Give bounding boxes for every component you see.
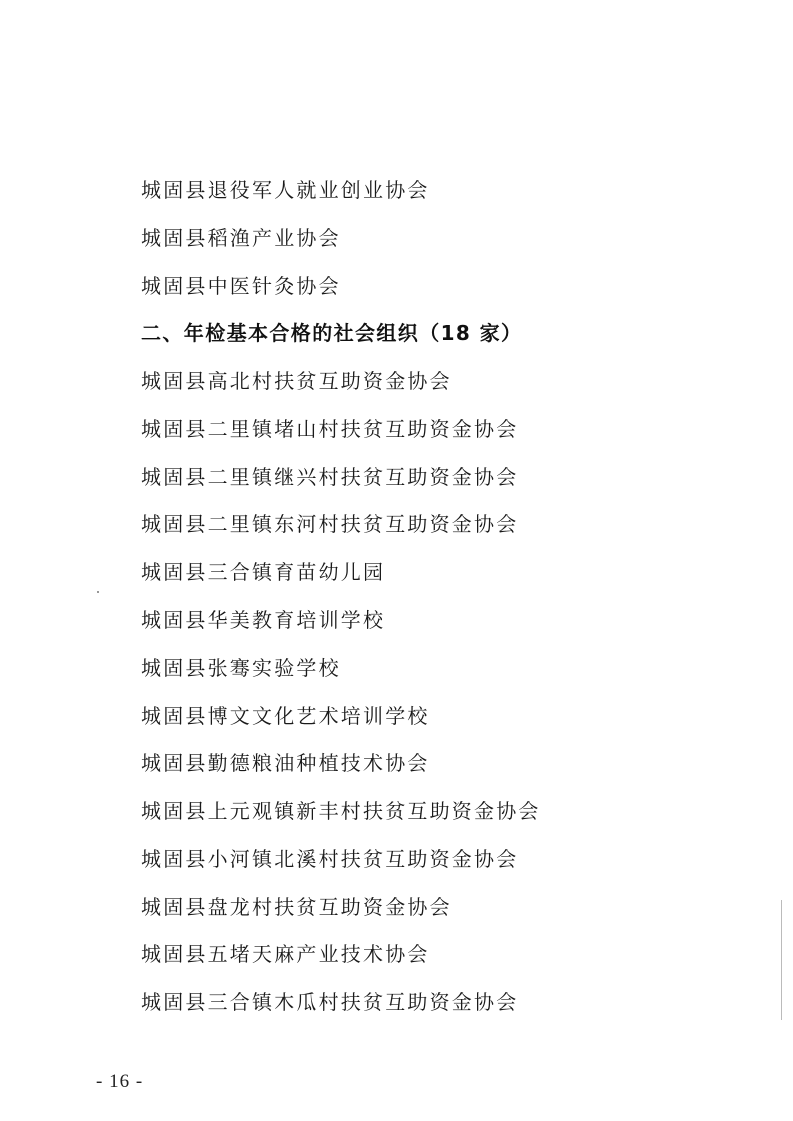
org-entry: 城固县小河镇北溪村扶贫互助资金协会 <box>141 847 519 871</box>
org-entry: 城固县稻渔产业协会 <box>141 226 341 250</box>
scan-edge-mark <box>781 900 782 1020</box>
org-entry: 城固县中医针灸协会 <box>141 274 341 298</box>
page-number: - 16 - <box>96 1071 144 1092</box>
org-entry: 城固县三合镇育苗幼儿园 <box>141 560 386 584</box>
section-heading: 二、年检基本合格的社会组织（18 家） <box>141 321 523 345</box>
org-entry: 城固县华美教育培训学校 <box>141 608 386 632</box>
org-entry: 城固县退役军人就业创业协会 <box>141 178 430 202</box>
org-entry: 城固县上元观镇新丰村扶贫互助资金协会 <box>141 799 541 823</box>
org-entry: 城固县博文文化艺术培训学校 <box>141 704 430 728</box>
org-entry: 城固县五堵天麻产业技术协会 <box>141 942 430 966</box>
org-entry: 城固县二里镇东河村扶贫互助资金协会 <box>141 512 519 536</box>
scan-speck <box>97 591 99 593</box>
org-entry: 城固县勤德粮油种植技术协会 <box>141 751 430 775</box>
org-entry: 城固县三合镇木瓜村扶贫互助资金协会 <box>141 990 519 1014</box>
org-entry: 城固县高北村扶贫互助资金协会 <box>141 369 452 393</box>
org-entry: 城固县二里镇堵山村扶贫互助资金协会 <box>141 417 519 441</box>
org-entry: 城固县盘龙村扶贫互助资金协会 <box>141 895 452 919</box>
org-entry: 城固县张骞实验学校 <box>141 656 341 680</box>
org-entry: 城固县二里镇继兴村扶贫互助资金协会 <box>141 465 519 489</box>
